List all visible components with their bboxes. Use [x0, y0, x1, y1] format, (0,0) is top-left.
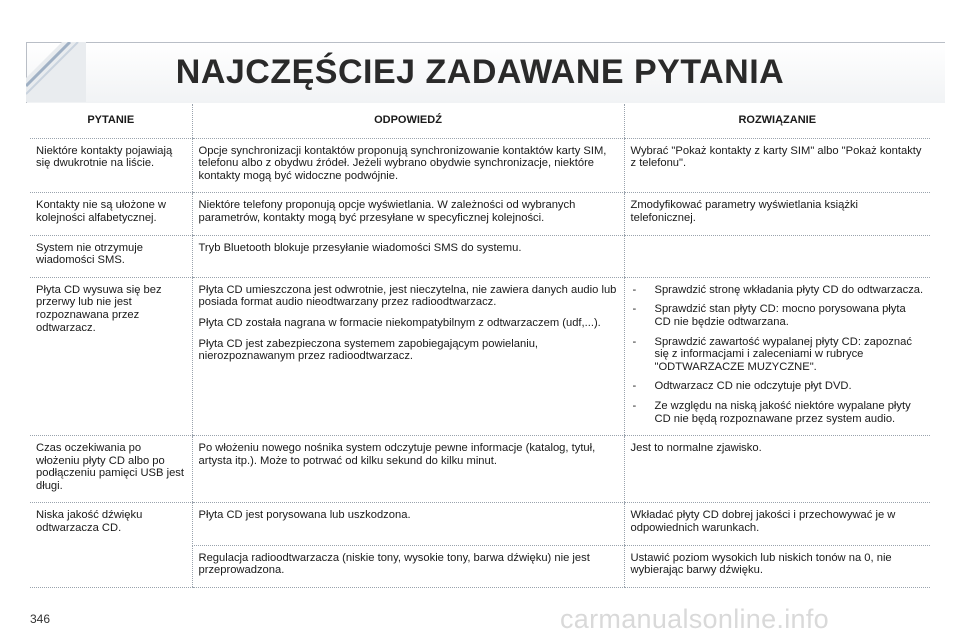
page-title: NAJCZĘŚCIEJ ZADAWANE PYTANIA: [175, 53, 785, 91]
answer-cell: Tryb Bluetooth blokuje przesyłanie wiadomości SMS do systemu.: [192, 235, 624, 277]
table-row: [30, 277, 930, 435]
question-cell: Czas oczekiwania po włożeniu płyty CD albo po podłączeniu pamięci USB jest długi.: [30, 436, 192, 503]
answer-cell: [192, 277, 624, 435]
answer-cell: Opcje synchronizacji kontaktów proponują synchronizowanie kontaktów karty SIM, telefonu albo z obydwu źródeł. Jeżeli wybrano obydwie synchronizacje, niektóre kontakty mogą być widoczne podwójnie.: [192, 138, 624, 193]
list-item: - Sprawdzić zawartość wypalanej płyty CD: zapoznać się z informacjami i zaleceniami w rubryce "ODTWARZACZE MUZYCZNE".: [632, 335, 912, 373]
solution-cell: Wybrać "Pokaż kontakty z karty SIM" albo "Pokaż kontakty z telefonu".: [624, 138, 930, 193]
table-row: [30, 138, 930, 193]
list-item: - Odtwarzacz CD nie odczytuje płyt DVD.: [632, 380, 852, 393]
solution-cell: Zmodyfikować parametry wyświetlania książki telefonicznej.: [624, 193, 930, 235]
column-header-solution: ROZWIĄZANIE: [624, 104, 930, 138]
list-item: - Ze względu na niską jakość niektóre wypalane płyty CD nie będą rozpoznawane przez system audio.: [632, 399, 911, 425]
solution-cell: [624, 277, 930, 435]
list-item: - Sprawdzić stronę wkładania płyty CD do odtwarzacza.: [632, 283, 924, 296]
question-cell: Płyta CD wysuwa się bez przerwy lub nie jest rozpoznawana przez odtwarzacz.: [30, 277, 192, 435]
column-header-question: PYTANIE: [30, 104, 192, 138]
header-band: [0, 0, 960, 112]
solution-cell: Wkładać płyty CD dobrej jakości i przechowywać je w odpowiednich warunkach.: [624, 503, 930, 545]
list-item: - Sprawdzić stan płyty CD: mocno porysowana płyta CD nie będzie odtwarzana.: [632, 303, 906, 328]
question-cell: Niska jakość dźwięku odtwarzacza CD.: [36, 509, 143, 535]
answer-cell: Niektóre telefony proponują opcje wyświetlania. W zależności od wybranych parametrów, kontakty mogą być przesyłane w specyficznej kolejności.: [192, 193, 624, 235]
answer-cell: Płyta CD jest porysowana lub uszkodzona.: [192, 503, 624, 545]
table-row: [30, 193, 930, 235]
column-header-answer: ODPOWIEDŹ: [192, 104, 624, 138]
table-row: [30, 436, 930, 503]
question-cell: System nie otrzymuje wiadomości SMS.: [30, 235, 192, 277]
table-row: [30, 503, 930, 545]
question-cell: [30, 545, 192, 587]
question-cell: Kontakty nie są ułożone w kolejności alfabetycznej.: [30, 193, 192, 235]
answer-paragraph: Płyta CD została nagrana w formacie niekompatybilnym z odtwarzaczem (udf,...).: [198, 316, 601, 329]
table-header-row: [30, 104, 930, 138]
faq-table: [30, 104, 930, 588]
solution-cell: [624, 235, 930, 277]
watermark: carmanualsonline.info: [560, 604, 829, 634]
answer-cell: Regulacja radioodtwarzacza (niskie tony, wysokie tony, barwa dźwięku) nie jest przeprowadzona.: [192, 545, 624, 587]
solution-list: [631, 284, 925, 425]
answer-paragraph: Płyta CD jest zabezpieczona systemem zapobiegającym powielaniu, nierozpoznawanym przez radioodtwarzacz.: [198, 337, 539, 363]
table-row: [30, 235, 930, 277]
page-number: 346: [30, 612, 51, 626]
answer-paragraph: Płyta CD umieszczona jest odwrotnie, jest nieczytelna, nie zawiera danych audio lub posiada format audio nieodtwarzany przez radioodtwarzacz.: [198, 283, 617, 309]
solution-cell: Ustawić poziom wysokich lub niskich tonów na 0, nie wybierając barwy dźwięku.: [624, 545, 930, 587]
table-row: [30, 545, 930, 587]
answer-cell: Po włożeniu nowego nośnika system odczytuje pewne informacje (katalog, tytuł, artysta itp.). Może to potrwać od kilku sekund do kilku minut.: [192, 436, 624, 503]
solution-cell: Jest to normalne zjawisko.: [624, 436, 930, 503]
question-cell: Niektóre kontakty pojawiają się dwukrotnie na liście.: [30, 138, 192, 193]
